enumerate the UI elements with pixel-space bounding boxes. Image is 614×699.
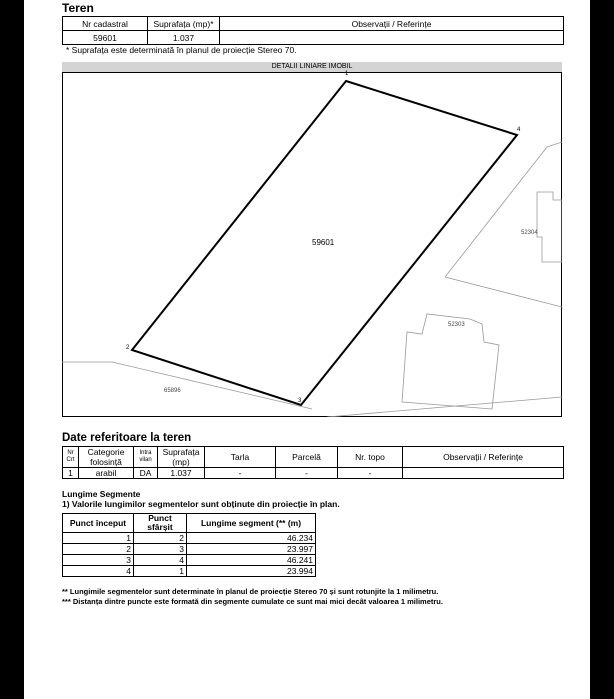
segmente-title: Lungime Segmente [62, 489, 141, 499]
building-52304 [537, 192, 562, 262]
date-teren-heading: Date referitoare la teren [62, 432, 192, 444]
point-3-label: 3 [298, 398, 302, 404]
label-52303: 52303 [448, 322, 465, 328]
header-observatii: Observații / Referințe [220, 17, 564, 31]
cell-start: 2 [63, 544, 134, 555]
cell-end: 4 [134, 555, 187, 566]
header-lungime-segment: Lungime segment (** (m) [187, 514, 316, 533]
cell-suprafata-mp: 1.037 [158, 468, 205, 479]
cell-start: 3 [63, 555, 134, 566]
teren-table [62, 16, 564, 45]
header-nr-crt: Nr Crt [63, 447, 79, 468]
header-intravilan: Intra vilan [134, 447, 158, 468]
cell-length: 23.997 [187, 544, 316, 555]
segmente-table [62, 513, 316, 577]
header-suprafata: Suprafața (mp)* [148, 17, 220, 31]
footnote-lungimi: ** Lungimile segmentelor sunt determinate în planul de proiecție Stereo 70 și sunt rotunjite la 1 milimetru. [62, 587, 439, 596]
cell-end: 1 [134, 566, 187, 577]
header-observatii-referinte: Observații / Referințe [403, 447, 564, 468]
cell-nr-cadastral: 59601 [63, 31, 148, 45]
table-row [63, 544, 316, 555]
neighbour-52304-boundary-s [445, 277, 562, 307]
segmente-subtitle: 1) Valorile lungimilor segmentelor sunt obținute din proiecție în plan. [62, 499, 340, 509]
suprafata-note: * Suprafața este determinată în planul de proiecție Stereo 70. [66, 45, 297, 55]
teren-heading: Teren [62, 1, 94, 15]
map-title: DETALII LINIARE IMOBIL [271, 63, 353, 70]
header-nr-cadastral: Nr cadastral [63, 17, 148, 31]
table-row [63, 555, 316, 566]
parcel-label: 59601 [312, 238, 335, 247]
point-2-label: 2 [126, 345, 130, 351]
cell-start: 4 [63, 566, 134, 577]
cell-observatii [220, 31, 564, 45]
cell-length: 46.234 [187, 533, 316, 544]
cell-length: 23.994 [187, 566, 316, 577]
cell-length: 46.241 [187, 555, 316, 566]
cell-categorie: arabil [79, 468, 134, 479]
parcel-map [62, 62, 562, 417]
point-1-label: 1 [345, 71, 349, 77]
cell-end: 3 [134, 544, 187, 555]
cell-parcela: - [276, 468, 338, 479]
cell-nr-topo: - [338, 468, 403, 479]
table-row [63, 566, 316, 577]
cell-observatii [403, 468, 564, 479]
header-punct-sfarsit: Punct sfârșit [134, 514, 187, 533]
neighbour-52304-boundary-w [445, 147, 547, 277]
neighbour-65896-boundary [62, 362, 312, 409]
building-52303 [402, 314, 499, 409]
header-categorie: Categorie folosință [79, 447, 134, 468]
header-suprafata-mp: Suprafața (mp) [158, 447, 205, 468]
cell-nr-crt: 1 [63, 468, 79, 479]
point-4-label: 4 [517, 127, 521, 133]
table-row [63, 533, 316, 544]
label-65896: 65896 [164, 388, 181, 394]
neighbour-south-boundary [327, 397, 562, 417]
header-parcela: Parcelă [276, 447, 338, 468]
date-teren-table [62, 446, 564, 479]
header-punct-inceput: Punct început [63, 514, 134, 533]
cell-start: 1 [63, 533, 134, 544]
cell-intravilan: DA [134, 468, 158, 479]
cell-end: 2 [134, 533, 187, 544]
label-52304: 52304 [521, 230, 538, 236]
cell-tarla: - [205, 468, 276, 479]
cell-suprafata: 1.037 [148, 31, 220, 45]
lungime-segmente-heading [62, 489, 340, 509]
header-tarla: Tarla [205, 447, 276, 468]
header-nr-topo: Nr. topo [338, 447, 403, 468]
footnote-distanta: *** Distanța dintre puncte este formată din segmente cumulate ce sunt mai mici decât valoarea 1 milimetru. [62, 597, 443, 606]
